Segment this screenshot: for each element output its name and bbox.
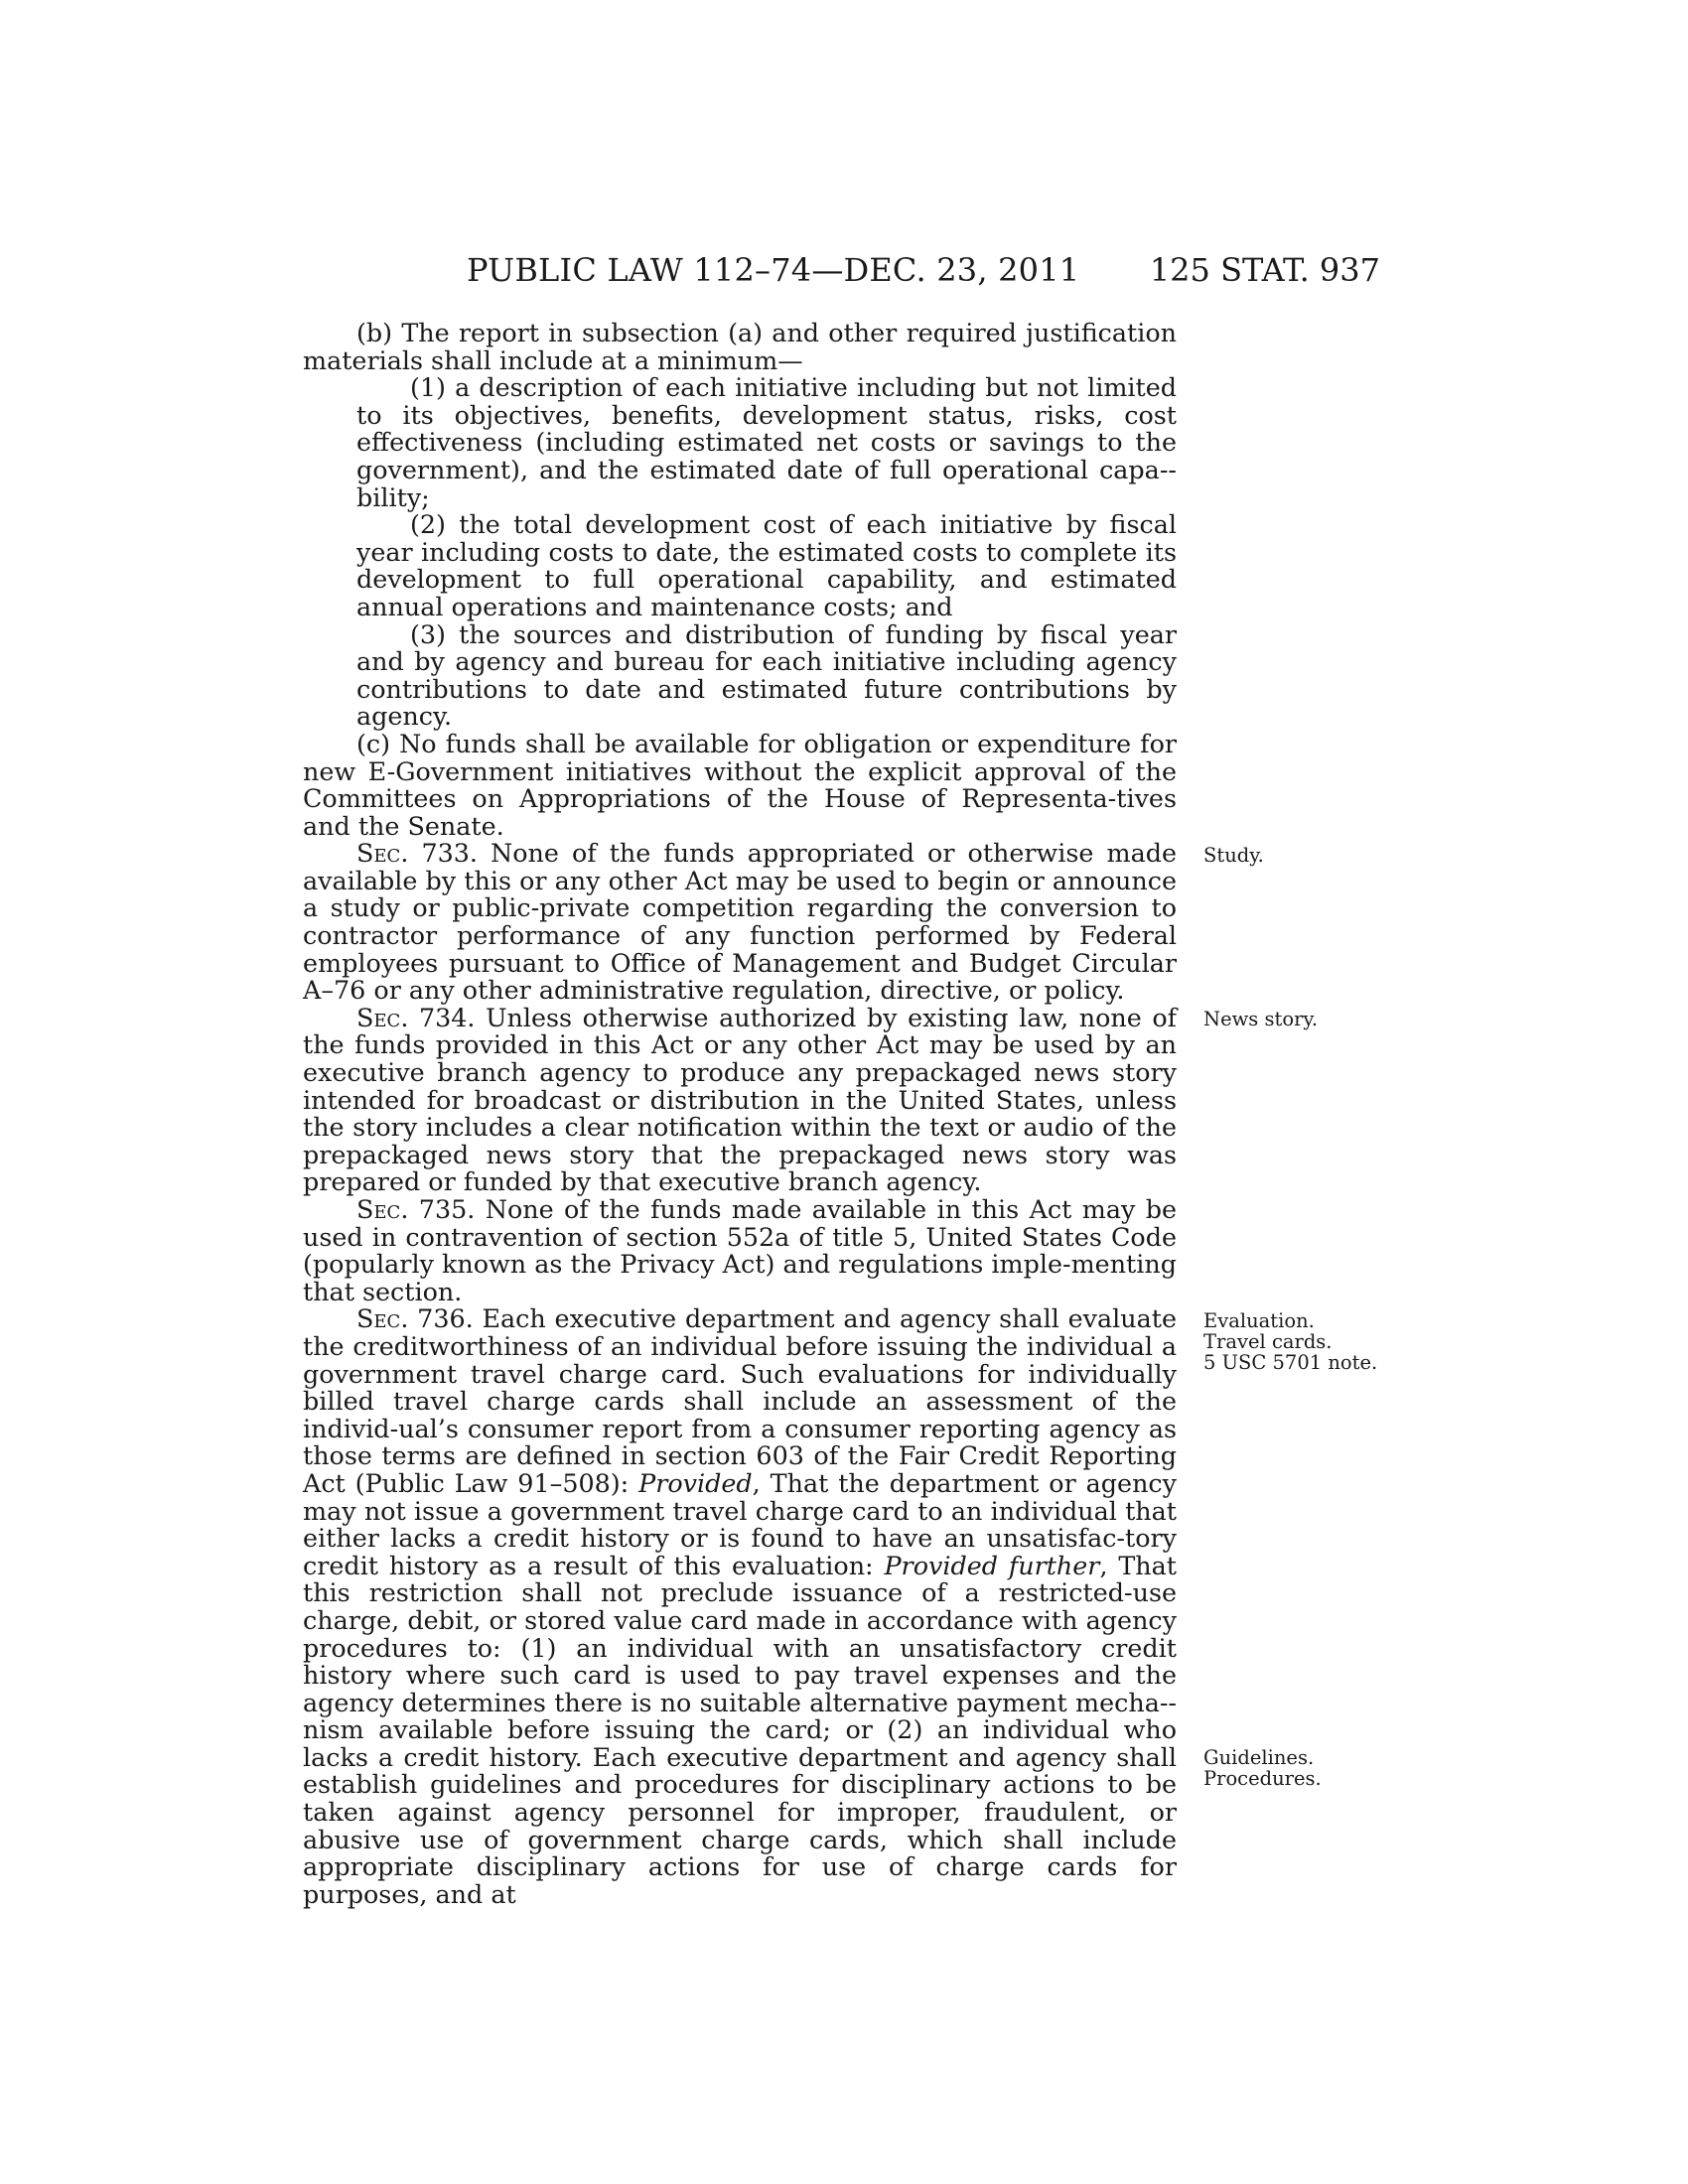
provided-further-proviso: Provided further — [884, 1550, 1100, 1580]
document-body — [303, 320, 1177, 1908]
section-733 — [303, 840, 1177, 1005]
paragraph-b: (b) The report in subsection (a) and other required justification materials shall include at a minimum— — [303, 318, 1177, 375]
margin-note-news-story-text: News story. — [1203, 1008, 1319, 1030]
statute-page-number: 125 STAT. 937 — [1149, 251, 1380, 289]
margin-note-guidelines — [1203, 1747, 1322, 1789]
paragraph-b2: (2) the total development cost of each initiative by fiscal year including costs to date, the estimated costs to complete its development to full operational capability, and estimated annual operations and maintenance costs; and — [356, 509, 1177, 621]
margin-note-guidelines-text: Guidelines. — [1203, 1746, 1315, 1769]
running-head-title: PUBLIC LAW 112–74—DEC. 23, 2011 — [467, 251, 1080, 289]
margin-note-evaluation — [1203, 1310, 1377, 1373]
paragraph-c: (c) No funds shall be available for obligation or expenditure for new E-Government initiatives without the explicit approval of the Committees on Appropriations of the House of Representa-tives and the Senate. — [303, 728, 1177, 841]
section-label: Sec — [356, 838, 401, 869]
section-734 — [303, 1002, 1177, 1197]
paragraph-b1: (1) a description of each initiative including but not limited to its objectives, benefits, development status, risks, cost effectiveness (including estimated net costs or savings to the government), and the estimated date of full operational capa-bility; — [356, 372, 1177, 512]
section-736-text-part1: . 736. Each executive department and agency shall evaluate the creditworthiness of an individual before issuing the individual a government travel charge card. Such evaluations for individually billed travel charge cards shall include an assessment of the individ-ual’s consumer report from a consumer reporting agency as those terms are defined in section 603 of the Fair Credit Reporting Act (Public Law 91–508): — [303, 1303, 1177, 1498]
margin-note-procedures-text: Procedures. — [1203, 1767, 1322, 1790]
section-label: Sec — [356, 1194, 401, 1224]
paragraph-b3: (3) the sources and distribution of funding by fiscal year and by agency and bureau for each initiative including agency contributions to date and estimated future contributions by agency. — [356, 618, 1177, 732]
section-label: Sec — [356, 1002, 401, 1032]
provided-proviso: Provided — [638, 1467, 753, 1498]
section-735 — [303, 1196, 1177, 1305]
margin-note-news-story — [1203, 1009, 1318, 1029]
page-header — [467, 250, 1380, 290]
section-736 — [303, 1305, 1177, 1908]
margin-note-travel-cards-text: Travel cards. — [1203, 1330, 1333, 1353]
section-735-text: . 735. None of the funds made available in this Act may be used in contravention of section 552a of title 5, United States Code (popularly known as the Privacy Act) and regulations imple-menting that section. — [303, 1194, 1177, 1306]
section-label: Sec — [356, 1303, 401, 1334]
section-736-text-part3: , That this restriction shall not preclude issuance of a restricted-use charge, debit, or stored value card made in accordance with agency procedures to: (1) an individual with an unsatisfactory credit history where such card is used to pay travel expenses and the agency determines there is no suitable alternative payment mecha-nism available before issuing the card; or (2) an individual who lacks a credit history. Each executive department and agency shall establish guidelines and procedures for disciplinary actions to be taken against agency personnel for improper, fraudulent, or abusive use of government charge cards, which shall include appropriate disciplinary actions for use of charge cards for purposes, and at — [303, 1550, 1177, 1909]
section-734-text: . 734. Unless otherwise authorized by existing law, none of the funds provided in this Act or any other Act may be used by an executive branch agency to produce any prepackaged news story intended for broadcast or distribution in the United States, unless the story includes a clear notification within the text or audio of the prepackaged news story that the prepackaged news story was prepared or funded by that executive branch agency. — [303, 1002, 1177, 1197]
margin-note-evaluation-text: Evaluation. — [1203, 1309, 1315, 1332]
margin-note-study — [1203, 845, 1264, 866]
section-736-text-part2: , That the department or agency may not issue a government travel charge card to an individual that either lacks a credit history or is found to have an unsatisfac-tory credit history as a result of this evaluation: — [303, 1467, 1177, 1580]
margin-note-study-text: Study. — [1203, 844, 1264, 867]
margin-note-usc-text: 5 USC 5701 note. — [1203, 1351, 1378, 1374]
section-733-text: . 733. None of the funds appropriated or otherwise made available by this or any other Act may be used to begin or announce a study or public-private competition regarding the conversion to contractor performance of any function performed by Federal employees pursuant to Office of Management and Budget Circular A–76 or any other administrative regulation, directive, or policy. — [303, 838, 1177, 1006]
